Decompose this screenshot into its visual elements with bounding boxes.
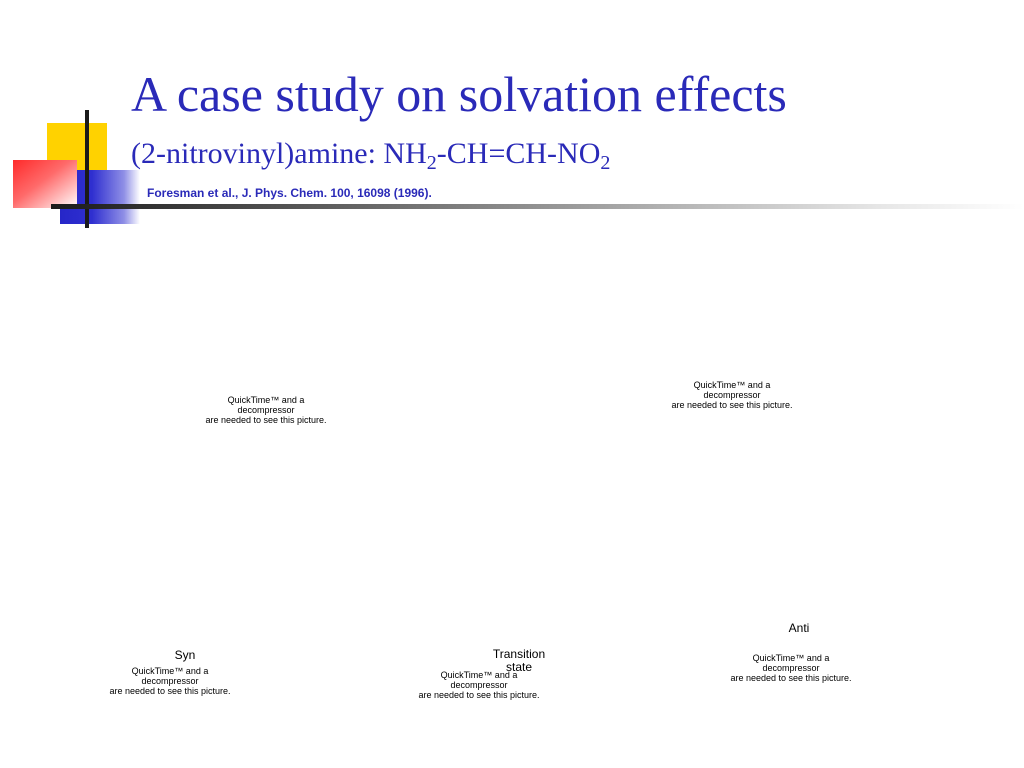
image-placeholder: [90, 666, 250, 696]
placeholder-line: are needed to see this picture.: [671, 400, 793, 410]
citation-reference: Foresman et al., J. Phys. Chem. 100, 16098 (1996).: [147, 186, 432, 200]
subtitle-part: (2-nitrovinyl)amine: NH: [131, 137, 427, 170]
image-placeholder: [652, 380, 812, 410]
placeholder-line: QuickTime™ and a: [693, 380, 771, 390]
slide-title: A case study on solvation effects: [131, 66, 787, 122]
subtitle-subscript: 2: [600, 152, 611, 174]
image-placeholder: [711, 653, 871, 683]
placeholder-line: QuickTime™ and a: [752, 653, 830, 663]
placeholder-line: are needed to see this picture.: [730, 673, 852, 683]
caption-syn: Syn: [174, 648, 196, 662]
placeholder-line: QuickTime™ and a: [131, 666, 209, 676]
red-accent-square: [13, 160, 77, 208]
placeholder-line: decompressor: [237, 405, 295, 415]
placeholder-line: decompressor: [762, 663, 820, 673]
image-placeholder: [186, 395, 346, 425]
placeholder-line: QuickTime™ and a: [227, 395, 305, 405]
subtitle-subscript: 2: [426, 152, 437, 174]
vertical-rule: [85, 110, 89, 228]
caption-transition-state: Transition state: [492, 647, 546, 674]
slide-subtitle: [131, 134, 610, 174]
placeholder-line: decompressor: [450, 680, 508, 690]
placeholder-line: decompressor: [703, 390, 761, 400]
subtitle-part: -CH=CH-NO: [436, 137, 601, 170]
horizontal-rule: [51, 204, 1024, 209]
placeholder-line: QuickTime™ and a: [440, 670, 518, 680]
placeholder-line: are needed to see this picture.: [109, 686, 231, 696]
placeholder-line: are needed to see this picture.: [205, 415, 327, 425]
placeholder-line: are needed to see this picture.: [418, 690, 540, 700]
image-placeholder: [399, 670, 559, 700]
placeholder-line: decompressor: [141, 676, 199, 686]
caption-anti: Anti: [788, 621, 810, 635]
